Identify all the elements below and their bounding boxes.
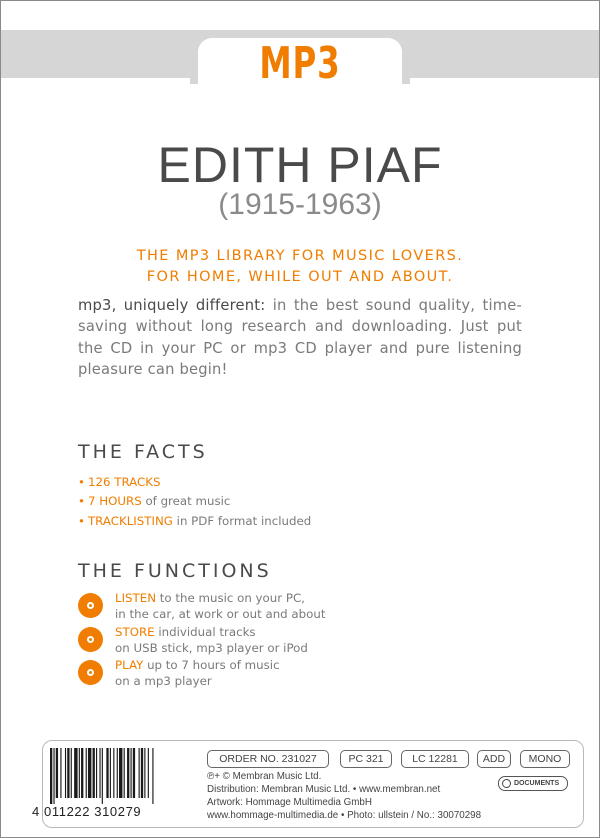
- tagline: [0, 246, 600, 288]
- artist-years: (1915-1963): [218, 188, 382, 221]
- documents-label: DOCUMENTS: [514, 780, 560, 787]
- function-line2: in the car, at work or out and about: [115, 606, 326, 621]
- function-line2: on USB stick, mp3 player or iPod: [115, 640, 308, 655]
- bullet-icon: •: [78, 514, 85, 528]
- credit-line: Distribution: Membran Music Ltd. • www.membran.net: [207, 784, 441, 795]
- barcode: [32, 748, 200, 826]
- barcode-icon: [48, 748, 198, 804]
- function-line1: up to 7 hours of music: [143, 658, 280, 672]
- function-highlight: STORE: [115, 625, 155, 639]
- function-item: [78, 591, 378, 627]
- fact-rest: of great music: [141, 494, 231, 508]
- disc-icon: [78, 593, 103, 618]
- tagline-line-1: THE MP3 LIBRARY FOR MUSIC LOVERS.: [136, 248, 464, 264]
- bullet-icon: •: [78, 494, 85, 508]
- bullet-icon: •: [78, 475, 85, 489]
- fact-rest: in PDF format included: [172, 514, 312, 528]
- credit-line: Artwork: Hommage Multimedia GmbH: [207, 797, 372, 808]
- disc-dot: [89, 638, 92, 641]
- documents-icon: [502, 779, 511, 788]
- add-badge: ADD: [477, 750, 511, 768]
- fact-item: [78, 474, 160, 490]
- function-text: [115, 625, 308, 656]
- facts-heading: THE FACTS: [78, 441, 208, 463]
- intro-body: in the best sound quality, time-saving without long research and downloading. Just put the CD in your PC or mp3 CD player and pure listening pleasure can begin!: [78, 297, 522, 379]
- fact-item: [78, 493, 230, 509]
- documents-badge: [498, 776, 568, 791]
- function-highlight: LISTEN: [115, 591, 157, 605]
- tagline-line-2: FOR HOME, WHILE OUT AND ABOUT.: [146, 269, 454, 285]
- intro-lead: mp3, uniquely different:: [78, 297, 266, 314]
- disc-icon: [78, 660, 103, 685]
- disc-dot: [89, 671, 92, 674]
- function-text: [115, 658, 280, 689]
- fact-highlight: 7 HOURS: [87, 494, 142, 508]
- function-item: [78, 658, 378, 694]
- fact-highlight: 126 TRACKS: [87, 475, 161, 489]
- function-line1: individual tracks: [154, 625, 256, 639]
- function-line2: on a mp3 player: [115, 673, 212, 688]
- fact-item: [78, 513, 311, 529]
- disc-icon: [78, 627, 103, 652]
- credit-line: ℗+ © Membran Music Ltd.: [207, 771, 322, 782]
- fact-highlight: TRACKLISTING: [87, 514, 173, 528]
- mono-badge: MONO: [520, 750, 570, 768]
- pc-code-badge: PC 321: [340, 750, 392, 768]
- credit-line: www.hommage-multimedia.de • Photo: ullstein / No.: 30070298: [207, 810, 482, 821]
- function-item: [78, 625, 378, 661]
- function-line1: to the music on your PC,: [156, 591, 305, 605]
- function-highlight: PLAY: [115, 658, 144, 672]
- disc-dot: [89, 604, 92, 607]
- brand-logo: MP3: [259, 38, 341, 89]
- intro-paragraph: [78, 295, 522, 381]
- functions-heading: THE FUNCTIONS: [78, 560, 272, 582]
- barcode-number: 4 011222 310279: [32, 804, 142, 819]
- artist-name: EDITH PIAF: [157, 137, 443, 193]
- order-number-badge: ORDER NO. 231027: [207, 750, 329, 768]
- function-text: [115, 591, 325, 622]
- label-code-badge: LC 12281: [401, 750, 469, 768]
